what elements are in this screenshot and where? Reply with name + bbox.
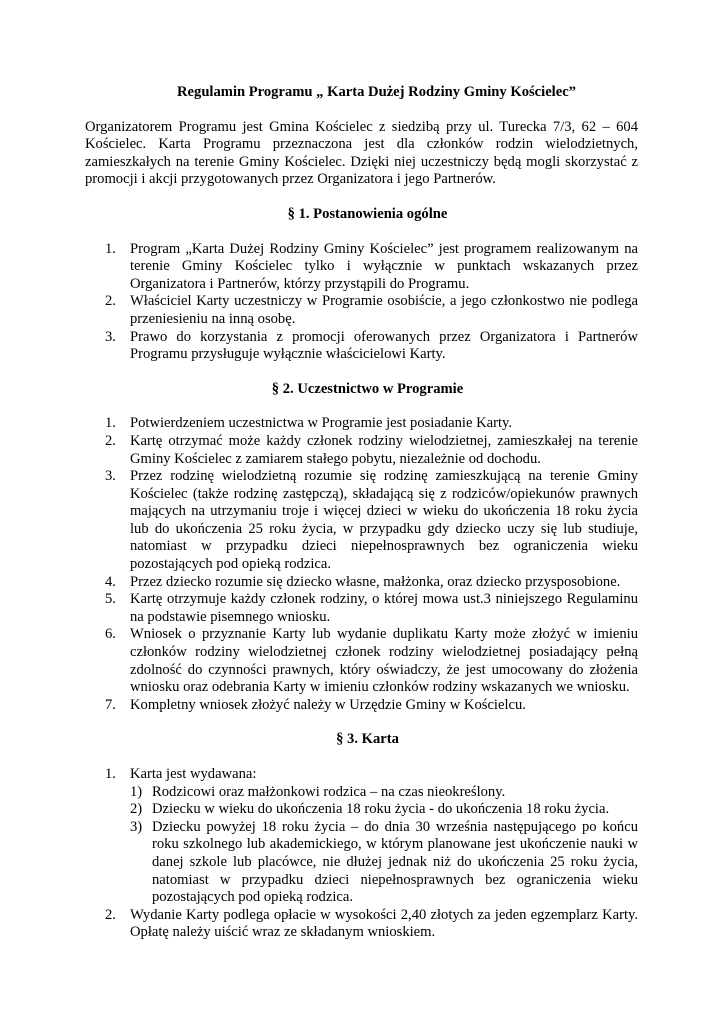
- list-item: [85, 293, 638, 328]
- item-text: Prawo do korzystania z promocji oferowanych przez Organizatora i Partnerów Programu przysługuje wyłącznie właścicielowi Karty.: [130, 328, 638, 363]
- item-number: 2.: [105, 432, 116, 449]
- item-number: 7.: [105, 696, 116, 713]
- section-heading: § 1. Postanowienia ogólne: [287, 205, 448, 222]
- item-number: 1.: [105, 415, 116, 432]
- sub-item-text: Dziecku powyżej 18 roku życia – do dnia 30 września następującego po końcu roku szkolnego lub akademickiego, w którym planowane jest ukończenie nauki w danej szkole lub placówce, nie dłużej jednak niż do ukończenia 25 roku życia, natomiast w przypadku dzieci niepełnosprawnych bez ograniczenia wieku pozostających pod opieką rodzica.: [152, 818, 638, 906]
- item-text: Kompletny wniosek złożyć należy w Urzędzie Gminy w Kościelcu.: [130, 696, 526, 713]
- sub-list: [130, 784, 638, 907]
- item-number: 1.: [105, 766, 116, 782]
- document-title: Regulamin Programu „ Karta Dużej Rodziny Gminy Kościelec”: [177, 84, 576, 100]
- item-text: Przez rodzinę wielodzietną rozumie się rodzinę zamieszkującą na terenie Gminy Kościelec (także rodzinę zastępczą), składającą się z rodziców/opiekunów prawnych mających na utrzymaniu troje i więcej dzieci w wieku do ukończenia 18 roku życia lub do ukończenia 25 roku życia, w przypadku gdy dziecko uczy się lub studiuje, natomiast w przypadku dzieci niepełnosprawnych bez ograniczenia wieku pozostających pod opieką rodzica.: [130, 468, 638, 573]
- item-number: 6.: [105, 626, 116, 643]
- document-page: [85, 84, 638, 959]
- list-item: [85, 468, 638, 574]
- section-list: [85, 415, 638, 714]
- list-item: [85, 766, 638, 907]
- item-text: Właściciel Karty uczestniczy w Programie osobiście, a jego członkostwo nie podlega przeniesieniu na inną osobę.: [130, 293, 638, 327]
- item-number: 2.: [105, 293, 116, 310]
- sub-item-number: 3): [130, 818, 143, 835]
- intro-paragraph: Organizatorem Programu jest Gmina Kościelec z siedzibą przy ul. Turecka 7/3, 62 – 604 Kościelec. Karta Programu przeznaczona jest dla członków rodzin wielodzietnych, zamieszkałych na terenie Gminy Kościelec. Dzięki niej uczestniczy będą mogli skorzystać z promocji i akcji przygotowanych przez Organizatora i jego Partnerów.: [85, 118, 638, 188]
- list-item: [85, 329, 638, 364]
- list-item: [85, 626, 638, 696]
- section-heading: § 3. Karta: [336, 731, 399, 748]
- sub-list-item: [130, 819, 638, 907]
- sub-item-text: Dziecku w wieku do ukończenia 18 roku życia - do ukończenia 18 roku życia.: [152, 801, 610, 818]
- item-number: 2.: [105, 906, 116, 923]
- item-text: Program „Karta Dużej Rodziny Gminy Kościelec” jest programem realizowanym na terenie Gminy Kościelec tylko i wyłącznie w punktach wskazanych przez Organizatora i Partnerów, którzy przystąpili do Programu.: [130, 240, 638, 292]
- item-text: Kartę otrzymuje każdy członek rodziny, o której mowa ust.3 niniejszego Regulaminu na podstawie pisemnego wniosku.: [130, 591, 638, 625]
- sub-item-number: 2): [130, 801, 143, 818]
- item-number: 1.: [105, 240, 116, 257]
- list-item: [85, 574, 638, 592]
- item-text: Wydanie Karty podlega opłacie w wysokości 2,40 złotych za jeden egzemplarz Karty. Opłatę należy uiścić wraz ze składanym wnioskiem.: [130, 906, 638, 941]
- sub-list-item: [130, 784, 638, 802]
- sub-list-item: [130, 801, 638, 819]
- list-item: [85, 433, 638, 468]
- item-number: 3.: [105, 328, 116, 345]
- sub-item-number: 1): [130, 783, 143, 800]
- item-number: 4.: [105, 573, 116, 590]
- sub-item-text: Rodzicowi oraz małżonkowi rodzica – na czas nieokreślony.: [152, 783, 506, 800]
- section-list: [85, 241, 638, 364]
- item-text: Wniosek o przyznanie Karty lub wydanie duplikatu Karty może złożyć w imieniu członków rodziny wielodzietnej członek rodziny wielodzietnej posiadający pełną zdolność do czynności prawnych, który oświadczy, że jest umocowany do złożenia wniosku oraz odebrania Karty w imieniu członków rodziny wskazanych we wniosku.: [130, 626, 638, 696]
- list-item: [85, 241, 638, 294]
- list-item: [85, 591, 638, 626]
- item-text: Kartę otrzymać może każdy członek rodziny wielodzietnej, zamieszkałej na terenie Gminy Kościelec z zamiarem stałego pobytu, niezależnie od dochodu.: [130, 432, 638, 467]
- section-heading: § 2. Uczestnictwo w Programie: [271, 380, 464, 397]
- item-text: Potwierdzeniem uczestnictwa w Programie jest posiadanie Karty.: [130, 415, 513, 432]
- item-number: 5.: [105, 591, 116, 608]
- list-item: [85, 415, 638, 433]
- item-text: Przez dziecko rozumie się dziecko własne, małżonka, oraz dziecko przysposobione.: [130, 573, 621, 590]
- list-item: [85, 697, 638, 715]
- section-list: [85, 766, 638, 942]
- item-number: 3.: [105, 468, 116, 485]
- list-item: [85, 907, 638, 942]
- item-text: Karta jest wydawana:: [130, 766, 257, 782]
